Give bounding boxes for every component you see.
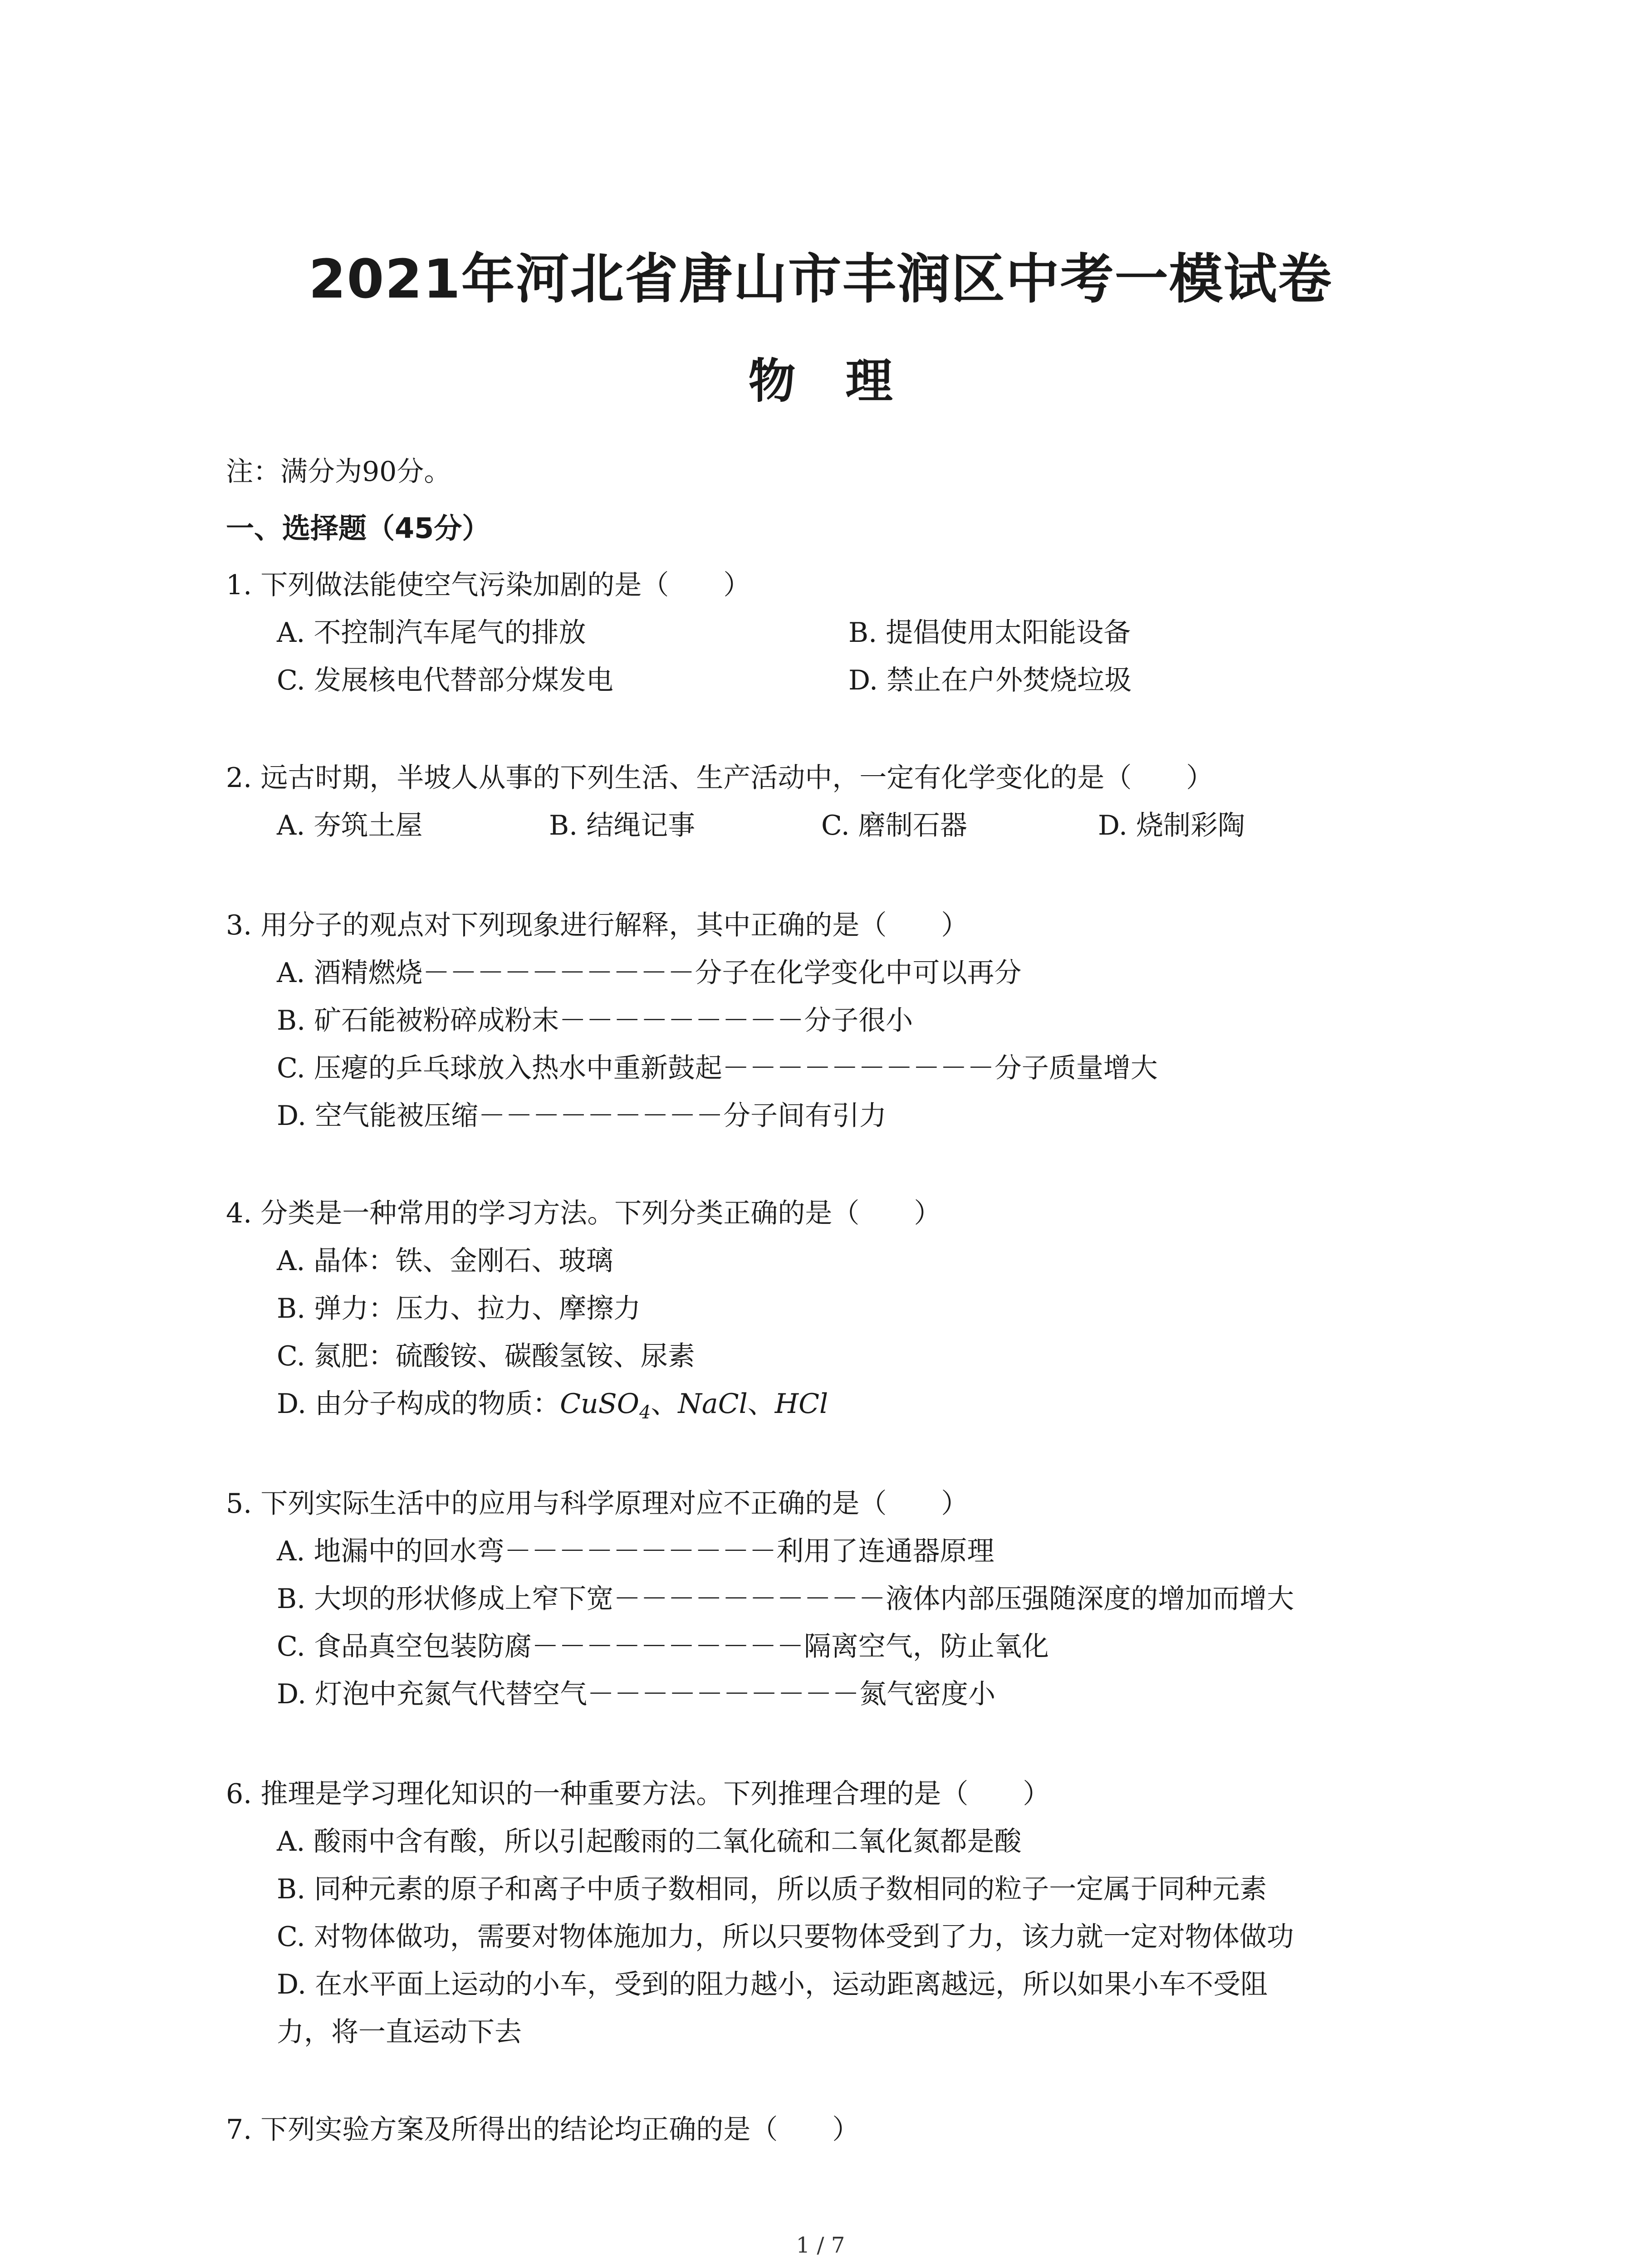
question-4-option-d (277, 1383, 828, 1433)
question-4-option-c: C. 氮肥：硫酸铵、碳酸氢铵、尿素 (277, 1340, 695, 1372)
score-note: 注：满分为90分。 (226, 456, 451, 488)
question-6-option-d-line2: 力，将一直运动下去 (277, 2016, 522, 2048)
question-3-stem: 3. 用分子的观点对下列现象进行解释，其中正确的是（ ） (226, 909, 969, 941)
formula-cuso4: CuSO (560, 1388, 639, 1420)
question-5-option-b: B. 大坝的形状修成上窄下宽－－－－－－－－－－液体内部压强随深度的增加而增大 (277, 1583, 1294, 1615)
question-5-option-d: D. 灯泡中充氮气代替空气－－－－－－－－－－氮气密度小 (277, 1678, 996, 1710)
question-6-option-b: B. 同种元素的原子和离子中质子数相同，所以质子数相同的粒子一定属于同种元素 (277, 1873, 1267, 1905)
formula-separator: 、 (651, 1388, 678, 1420)
formula-nacl: NaCl (678, 1388, 748, 1420)
formula-hcl: HCl (774, 1388, 828, 1420)
question-1-option-a: A. 不控制汽车尾气的排放 (277, 617, 586, 649)
question-6-option-c: C. 对物体做功，需要对物体施加力，所以只要物体受到了力，该力就一定对物体做功 (277, 1921, 1294, 1953)
question-6-stem: 6. 推理是学习理化知识的一种重要方法。下列推理合理的是（ ） (226, 1778, 1050, 1810)
question-7-stem: 7. 下列实验方案及所得出的结论均正确的是（ ） (226, 2114, 860, 2146)
question-3-option-b: B. 矿石能被粉碎成粉末－－－－－－－－－分子很小 (277, 1005, 913, 1036)
question-6-option-d-line1: D. 在水平面上运动的小车，受到的阻力越小，运动距离越远，所以如果小车不受阻 (277, 1969, 1268, 2000)
formula-cuso4-subscript: 4 (639, 1402, 651, 1423)
question-3-option-d: D. 空气能被压缩－－－－－－－－－分子间有引力 (277, 1100, 887, 1132)
question-2-option-d: D. 烧制彩陶 (1098, 810, 1245, 841)
question-5-stem: 5. 下列实际生活中的应用与科学原理对应不正确的是（ ） (226, 1488, 969, 1520)
question-2-option-b: B. 结绳记事 (549, 810, 696, 841)
page-number: 1 / 7 (796, 2233, 845, 2258)
section-heading: 一、选择题（45分） (226, 512, 490, 545)
subject-heading: 物理 (748, 353, 943, 409)
question-5-option-a: A. 地漏中的回水弯－－－－－－－－－－利用了连通器原理 (277, 1535, 994, 1567)
question-3-option-a: A. 酒精燃烧－－－－－－－－－－分子在化学变化中可以再分 (277, 957, 1022, 989)
question-1-option-c: C. 发展核电代替部分煤发电 (277, 665, 613, 696)
question-2-option-c: C. 磨制石器 (821, 810, 967, 841)
question-6-option-a: A. 酸雨中含有酸，所以引起酸雨的二氧化硫和二氧化氮都是酸 (277, 1826, 1022, 1857)
question-4-stem: 4. 分类是一种常用的学习方法。下列分类正确的是（ ） (226, 1198, 941, 1229)
question-2-option-a: A. 夯筑土屋 (277, 810, 423, 841)
question-5-option-c: C. 食品真空包装防腐－－－－－－－－－－隔离空气，防止氧化 (277, 1631, 1049, 1662)
formula-separator: 、 (747, 1388, 775, 1420)
question-2-stem: 2. 远古时期，半坡人从事的下列生活、生产活动中，一定有化学变化的是（ ） (226, 762, 1214, 794)
question-1-option-b: B. 提倡使用太阳能设备 (848, 617, 1131, 649)
exam-title: 2021年河北省唐山市丰润区中考一模试卷 (309, 248, 1332, 310)
question-4-option-b: B. 弹力：压力、拉力、摩擦力 (277, 1293, 641, 1325)
question-4-option-d-prefix: D. 由分子构成的物质： (277, 1388, 560, 1420)
question-1-stem: 1. 下列做法能使空气污染加剧的是（ ） (226, 569, 751, 601)
question-3-option-c: C. 压瘪的乒乓球放入热水中重新鼓起－－－－－－－－－－分子质量增大 (277, 1052, 1158, 1084)
question-1-option-d: D. 禁止在户外焚烧垃圾 (848, 665, 1132, 696)
question-4-option-a: A. 晶体：铁、金刚石、玻璃 (277, 1245, 613, 1277)
